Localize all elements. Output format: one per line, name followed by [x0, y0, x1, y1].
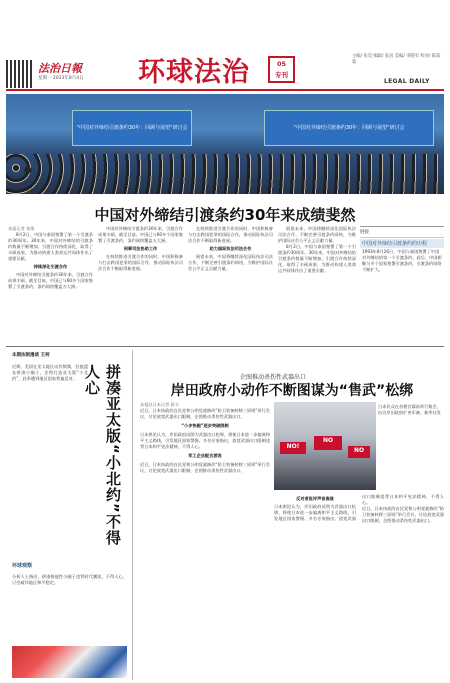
protest-sign: NO: [348, 446, 370, 458]
vertical-headline: 拼凑亚太版“小北约”不得人心: [83, 364, 122, 546]
issue-badge: [268, 56, 295, 83]
lower-headline: 岸田政府小动作不断图谋为“售武”松绑: [170, 383, 414, 399]
section-divider: [6, 346, 444, 347]
subheading: 助力国际执法司法合作: [209, 246, 252, 251]
column-text: 中国对外缔结引渡条约30年来，引渡合作成果丰硕。截至目前，中国已与60多个国家签署了引渡条约，条约网络覆盖五大洲。: [8, 272, 93, 289]
column-text: 8月2日，中国与泰国签署了第一个引渡条约30周年。30年来，中国对外缔结的引渡条约数量不断增加，引渡合作持续深化，取得了丰硕成果，为推动构建人类命运共同体作出了重要贡献。: [278, 244, 356, 273]
badge-number: 05: [276, 60, 287, 68]
screen-right-text: "中国对外缔结引渡条约30年：回顾与展望"研讨会: [293, 125, 405, 131]
article-column-1: [8, 226, 93, 342]
global-watch-text: 分析人士指出，拼凑排他性小圈子违背时代潮流，不得人心，只会破坏地区和平稳定。: [12, 574, 127, 585]
column-text: 展望未来，中国将继续深化国际执法司法合作，不断完善引渡条约网络，为维护国际社会公平正义贡献力量。: [278, 226, 356, 243]
lower-article-text: [140, 402, 270, 678]
legal-daily-label: LEGAL DAILY: [384, 78, 430, 85]
sidebar-box: [360, 226, 444, 344]
article-column-2: [98, 226, 183, 342]
column-text: 8月2日，中国与泰国签署了第一个引渡条约30周年。30年来，中国对外缔结的引渡条约数量不断增加，引渡合作持续深化，取得了丰硕成果，为推动构建人类命运共同体作出了重要贡献。: [8, 232, 93, 261]
main-headline: 中国对外缔结引渡条约30年来成绩斐然: [94, 206, 356, 224]
column-text: 日本舆论认为，岸田政府试图为武器出口松绑，将使日本进一步偏离和平主义路线，引发地区国家警惕。多名专家指出，放宽武器出口限制违背日本和平宪法精神，不得人心。: [274, 494, 444, 521]
editors-credit: 主编/ 张昊 编辑/ 张岩 美编/ 李晓军 校对/ 陈茹茹: [352, 54, 441, 65]
rally-photo: [274, 402, 376, 490]
column-text: 近日，日本执政的自民党和公明党就修改“防卫装备转移三原则”举行会议，讨论放宽武器出口限制，企图推动杀伤性武器出口。: [140, 408, 270, 419]
column-text: 在持续推进引渡合作的同时，中国积极参与打击跨国犯罪的国际合作，推动国际执法司法合作不断取得新进展。: [98, 254, 183, 271]
sidebar-text: 1993年8月26日，中国与泰国签署了中国对外缔结的第一个引渡条约。此后，中国相继与多个国家签署引渡条约，引渡条约网络不断扩大。: [362, 249, 442, 272]
column-text: 展望未来，中国将继续深化国际执法司法合作，不断完善引渡条约网络，为维护国际社会公平正义贡献力量。: [188, 254, 273, 271]
commentary-text: 近期，美国在亚太地区动作频频，拉拢盟友拼凑小圈子，企图打造亚太版“小北约”，此举遭到地区国家普遍反对。: [12, 364, 88, 381]
badge-label: 专刊: [275, 71, 288, 79]
audience: [6, 154, 444, 194]
screen-left: [72, 110, 192, 146]
masthead-rule: [6, 89, 444, 91]
masthead: [0, 0, 450, 88]
date-line: 星期一 2023年8月4日: [38, 76, 84, 81]
subheading: 持续深化引渡合作: [33, 264, 68, 269]
conference-photo: [6, 94, 444, 194]
column-text: 在持续推进引渡合作的同时，中国积极参与打击跨国犯罪的国际合作，推动国际执法司法合作不断取得新进展。: [188, 226, 273, 243]
screen-right: [264, 110, 434, 146]
screen-left-text: "中国对外缔结引渡条约30年：回顾与展望"研讨会: [76, 125, 188, 131]
lower-kicker: 企图推动杀伤性武器出口: [240, 374, 307, 381]
protest-photo: [12, 646, 127, 678]
column-text: 近日，日本执政的自民党和公明党就修改“防卫装备转移三原则”举行会议，讨论放宽武器出口限制，企图推动杀伤性武器出口。: [362, 506, 444, 523]
protest-sign: NO: [314, 436, 342, 450]
sidebar-title: 中国对外缔结引渡条约的历程: [360, 239, 444, 248]
subheading: “小步快跑”逐步突破限制: [181, 423, 229, 428]
paper-name: 法治日報: [38, 62, 82, 75]
lower-byline: 本报驻日本记者 蒋丰: [140, 402, 180, 407]
subheading: 反对者批评声音高涨: [296, 496, 334, 501]
subheading: 军工企业配合游说: [188, 453, 222, 458]
column-text: 近日，日本执政的自民党和公明党就修改“防卫装备转移三原则”举行会议，讨论放宽武器出口限制，企图推动杀伤性武器出口。: [140, 462, 270, 473]
protest-sign: NO!: [280, 442, 306, 454]
global-watch-label: 环球观察: [12, 563, 33, 569]
rally-caption: 日本民众在首相官邸前举行集会，抗议岸田政府扩充军备。新华社发: [378, 404, 441, 415]
article-column-4: [278, 226, 356, 342]
commentary-section: [6, 350, 133, 680]
right-article-text: [274, 494, 444, 678]
column-text: 中国对外缔结引渡条约30年来，引渡合作成果丰硕。截至目前，中国已与60多个国家签署了引渡条约，条约网络覆盖五大洲。: [98, 226, 183, 243]
article-column-3: [188, 226, 273, 342]
subheading: 刑事司法协助工作: [123, 246, 158, 251]
byline: 本报记者 张维: [8, 226, 35, 231]
commentary-head: 本期法制漫谈 王柯: [12, 353, 50, 358]
column-text: 日本舆论认为，岸田政府试图为武器出口松绑，将使日本进一步偏离和平主义路线，引发地区国家警惕。多名专家指出，放宽武器出口限制违背日本和平宪法精神，不得人心。: [140, 432, 270, 449]
section-title: 环球法治: [138, 57, 250, 88]
sidebar-head: 链接: [360, 227, 444, 238]
qr-code-icon: [6, 60, 34, 88]
